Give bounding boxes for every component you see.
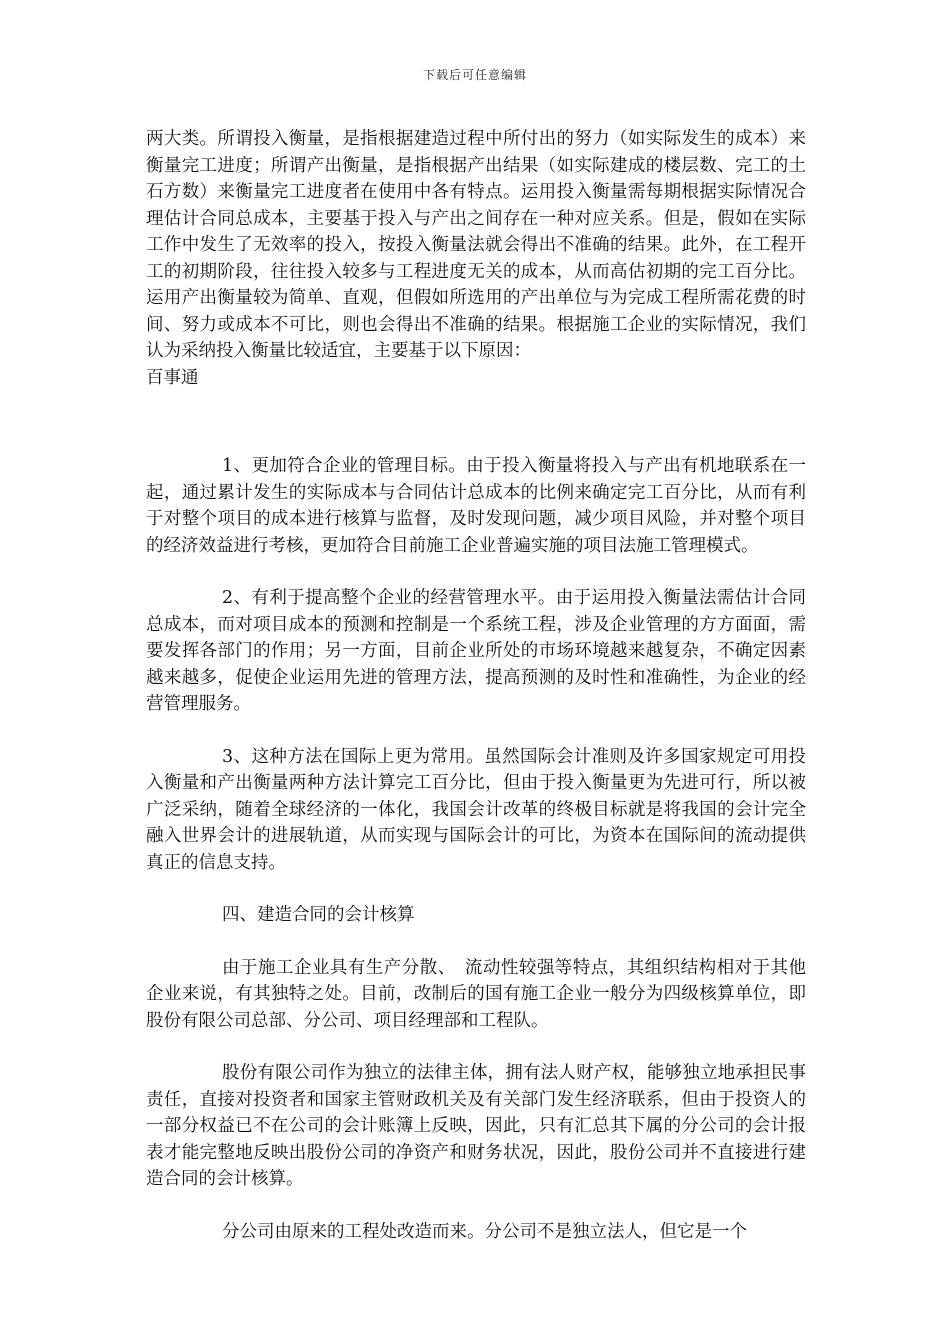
paragraph-4: 由于施工企业具有生产分散、 流动性较强等特点，其组织结构相对于其他企业来说，有其独特之处。目前，改制后的国有施工企业一般分为四级核算单位，即股份有限公司总部、分公司、项目经理部和工程队。: [146, 957, 806, 1031]
document-body: [146, 126, 806, 1245]
paragraph-3: 3、这种方法在国际上更为常用。虽然国际会计准则及许多国家规定可用投入衡量和产出衡量两种方法计算完工百分比，但由于投入衡量更为先进可行，所以被广泛采纳，随着全球经济的一体化，我国会计改革的终极目标就是将我国的会计完全融入世界会计的进展轨道，从而实现与国际会计的可比，为资本在国际间的流动提供真正的信息支持。: [146, 746, 806, 873]
intro-paragraph: 两大类。所谓投入衡量，是指根据建造过程中所付出的努力（如实际发生的成本）来衡量完工进度；所谓产出衡量，是指根据产出结果（如实际建成的楼层数、完工的土石方数）来衡量完工进度者在使用中各有特点。运用投入衡量需每期根据实际情况合理估计合同总成本，主要基于投入与产出之间存在一种对应关系。但是，假如在实际工作中发生了无效率的投入，按投入衡量法就会得出不准确的结果。此外，在工程开工的初期阶段，往往投入较多与工程进度无关的成本，从而高估初期的完工百分比。运用产出衡量较为简单、直观，但假如所选用的产出单位与为完成工程所需花费的时间、努力或成本不可比，则也会得出不准确的结果。根据施工企业的实际情况，我们认为采纳投入衡量比较适宜，主要基于以下原因：: [146, 129, 806, 361]
paragraph-2: 2、有利于提高整个企业的经营管理水平。由于运用投入衡量法需估计合同总成本，而对项目成本的预测和控制是一个系统工程，涉及企业管理的方方面面，需要发挥各部门的作用；另一方面，目前企业所处的市场环境越来越复杂，不确定因素越来越多，促使企业运用先进的管理方法，提高预测的及时性和准确性，为企业的经营管理服务。: [146, 588, 806, 714]
page-header: 下载后可任意编辑: [422, 68, 527, 82]
section-title: 四、建造合同的会计核算: [222, 905, 415, 925]
paragraph-5: 股份有限公司作为独立的法律主体，拥有法人财产权，能够独立地承担民事责任，直接对投资者和国家主管财政机关及有关部门发生经济联系，但由于投资人的一部分权益已不在公司的会计账簿上反映，因此，只有汇总其下属的分公司的会计报表才能完整地反映出股份公司的净资产和财务状况，因此，股份公司并不直接进行建造合同的会计核算。: [146, 1063, 806, 1189]
paragraph-6: 分公司由原来的工程处改造而来。分公司不是独立法人，但它是一个: [222, 1221, 747, 1242]
stray-text: 百事通: [146, 367, 199, 388]
paragraph-1: 1、更加符合企业的管理目标。由于投入衡量将投入与产出有机地联系在一起，通过累计发生的实际成本与合同估计总成本的比例来确定完工百分比，从而有利于对整个项目的成本进行核算与监督，及时发现问题，减少项目风险，并对整个项目的经济效益进行考核，更加符合目前施工企业普遍实施的项目法施工管理模式。: [146, 456, 806, 556]
